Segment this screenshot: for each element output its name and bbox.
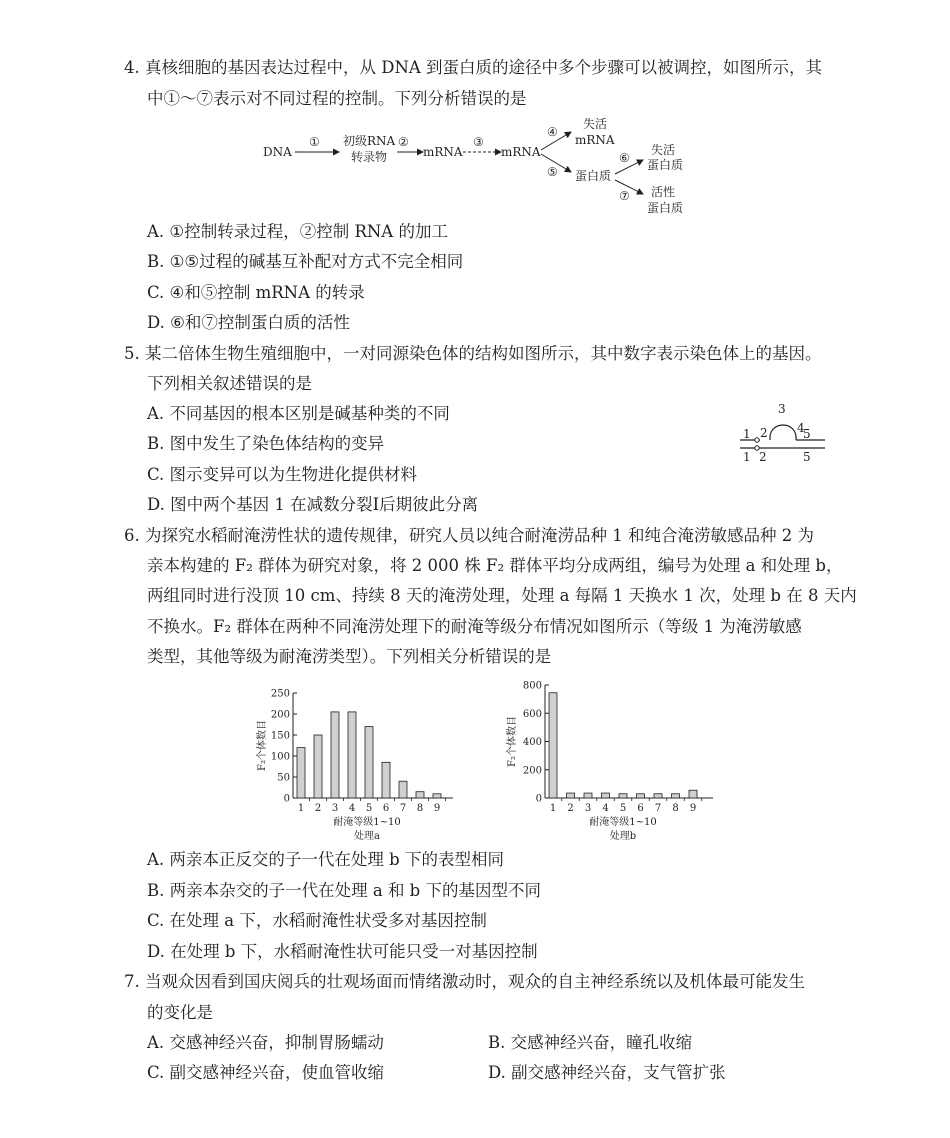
bar <box>348 712 356 798</box>
y-axis-label: F₂个体数目 <box>507 716 518 767</box>
q4-option-a: A. ①控制转录过程，②控制 RNA 的加工 <box>147 222 448 241</box>
bar <box>365 727 373 798</box>
q6-stem-line5: 类型，其他等级为耐淹涝类型）。下列相关分析错误的是 <box>147 647 552 666</box>
y-axis-label: F₂个体数目 <box>257 720 268 771</box>
x-tick-label: 8 <box>416 803 424 814</box>
bar <box>637 794 645 798</box>
x-tick-label: 5 <box>619 803 627 814</box>
bottom-gene-1: 1 <box>743 450 751 464</box>
chromosome-loop <box>770 425 796 440</box>
top-gene-2: 2 <box>760 426 768 440</box>
q4-stem-line1: 4. 真核细胞的基因表达过程中，从 DNA 到蛋白质的途径中多个步骤可以被调控，如图所示，其 <box>124 58 823 77</box>
x-tick-label: 7 <box>654 803 662 814</box>
bottom-gene-5: 5 <box>803 450 811 464</box>
bar <box>399 781 407 798</box>
primary-transcript-label: 转录物 <box>351 150 388 164</box>
y-tick-label: 200 <box>270 709 290 721</box>
bottom-gene-2: 2 <box>759 450 767 464</box>
x-tick-label: 6 <box>637 803 644 814</box>
x-tick-label: 2 <box>567 803 574 814</box>
y-tick-label: 200 <box>522 765 542 777</box>
inactive-protein-label-1: 失活 <box>651 143 676 157</box>
q4-option-d: D. ⑥和⑦控制蛋白质的活性 <box>147 313 350 332</box>
top-gene-3: 3 <box>778 402 786 416</box>
x-tick-label: 3 <box>584 803 592 814</box>
x-tick-label: 5 <box>365 803 373 814</box>
q6-stem-line4: 不换水。F₂ 群体在两种不同淹涝处理下的耐淹等级分布情况如图所示（等级 1 为淹涝敏感 <box>147 617 802 636</box>
x-tick-label: 1 <box>297 803 305 814</box>
y-tick-label: 0 <box>283 793 290 805</box>
y-tick-label: 100 <box>270 751 290 763</box>
q5-stem-line1: 5. 某二倍体生物生殖细胞中，一对同源染色体的结构如图所示，其中数字表示染色体上的基因。 <box>124 344 822 363</box>
q7-option-a: A. 交感神经兴奋，抑制胃肠蠕动 <box>147 1033 384 1052</box>
chart-caption: 处理a <box>354 831 380 842</box>
y-tick-label: 400 <box>522 737 542 748</box>
control-7: ⑦ <box>619 189 630 203</box>
x-axis-label: 耐淹等级1~10 <box>589 817 657 828</box>
inactive-protein-label-2: 蛋白质 <box>647 158 684 172</box>
x-tick-label: 4 <box>602 803 609 814</box>
x-tick-label: 3 <box>331 803 339 814</box>
chart-treatment-b <box>505 678 720 842</box>
q5-option-c: C. 图示变异可以为生物进化提供材料 <box>147 465 418 484</box>
bar <box>549 693 557 798</box>
q6-option-d: D. 在处理 b 下，水稻耐淹性状可能只受一对基因控制 <box>147 942 538 961</box>
x-tick-label: 2 <box>314 803 322 814</box>
control-3: ③ <box>473 135 484 149</box>
bar <box>602 793 610 798</box>
inactive-mrna-label-1: 失活 <box>583 117 608 131</box>
x-tick-label: 7 <box>399 803 407 814</box>
bar <box>382 762 390 798</box>
top-gene-4: 4 <box>797 421 805 435</box>
q7-option-d: D. 副交感神经兴奋，支气管扩张 <box>488 1063 726 1082</box>
dna-label: DNA <box>263 145 292 159</box>
bar <box>331 712 339 798</box>
x-tick-label: 8 <box>672 803 679 814</box>
control-2: ② <box>398 135 409 149</box>
q7-option-b: B. 交感神经兴奋，瞳孔收缩 <box>488 1033 693 1052</box>
top-gene-1: 1 <box>743 427 751 441</box>
control-5: ⑤ <box>547 165 558 179</box>
x-axis-label: 耐淹等级1~10 <box>333 817 401 828</box>
protein-label: 蛋白质 <box>575 169 612 183</box>
x-tick-label: 9 <box>689 803 697 814</box>
q7-stem-line1: 7. 当观众因看到国庆阅兵的壮观场面而情绪激动时，观众的自主神经系统以及机体最可能发生 <box>124 972 805 991</box>
bar <box>654 794 662 798</box>
q4-stem-line2: 中①～⑦表示对不同过程的控制。下列分析错误的是 <box>147 89 527 108</box>
bar <box>689 790 697 798</box>
inactive-mrna-label-2: mRNA <box>575 133 615 147</box>
bar <box>433 794 441 798</box>
q6-option-b: B. 两亲本杂交的子一代在处理 a 和 b 下的基因型不同 <box>147 881 541 900</box>
control-1: ① <box>309 135 320 149</box>
chart-treatment-a <box>255 682 455 842</box>
active-protein-label-2: 蛋白质 <box>647 201 684 215</box>
y-tick-label: 600 <box>522 708 542 720</box>
y-tick-label: 0 <box>535 793 542 805</box>
primary-rna-label: 初级RNA <box>343 134 396 148</box>
y-tick-label: 800 <box>522 680 542 692</box>
bar <box>619 794 627 798</box>
bar <box>314 735 322 798</box>
control-6: ⑥ <box>619 151 630 165</box>
y-tick-label: 150 <box>270 730 290 742</box>
top-gene-5: 5 <box>803 427 811 441</box>
bar <box>297 748 305 798</box>
q5-option-b: B. 图中发生了染色体结构的变异 <box>147 434 385 453</box>
top-centromere <box>755 438 759 442</box>
q6-option-a: A. 两亲本正反交的子一代在处理 b 下的表型相同 <box>147 850 504 869</box>
q6-stem-line3: 两组同时进行没顶 10 cm、持续 8 天的淹涝处理，处理 a 每隔 1 天换水 1 次，处理 b 在 8 天内 <box>147 586 857 605</box>
bar <box>672 794 680 798</box>
q4-gene-expression-diagram <box>255 112 725 220</box>
q6-stem-line1: 6. 为探究水稻耐淹涝性状的遗传规律，研究人员以纯合耐淹涝品种 1 和纯合淹涝敏感品种 2 为 <box>124 526 814 545</box>
q7-option-c: C. 副交感神经兴奋，使血管收缩 <box>147 1063 385 1082</box>
mrna-label-2: mRNA <box>501 145 541 159</box>
q4-option-b: B. ①⑤过程的碱基互补配对方式不完全相同 <box>147 252 464 271</box>
q5-stem-line2: 下列相关叙述错误的是 <box>147 374 312 393</box>
x-tick-label: 1 <box>549 803 557 814</box>
q5-option-d: D. 图中两个基因 1 在减数分裂Ⅰ后期彼此分离 <box>147 495 479 514</box>
q5-chromosome-diagram <box>735 400 830 466</box>
control-4: ④ <box>547 125 558 139</box>
q5-option-a: A. 不同基因的根本区别是碱基种类的不同 <box>147 404 450 423</box>
x-tick-label: 6 <box>382 803 390 814</box>
q6-option-c: C. 在处理 a 下，水稻耐淹性状受多对基因控制 <box>147 911 487 930</box>
bar <box>567 793 575 798</box>
x-tick-label: 4 <box>348 803 356 814</box>
q7-stem-line2: 的变化是 <box>147 1003 213 1022</box>
active-protein-label-1: 活性 <box>651 185 676 199</box>
mrna-label-1: mRNA <box>423 145 463 159</box>
bar <box>584 793 592 798</box>
y-tick-label: 250 <box>270 688 290 700</box>
y-tick-label: 50 <box>277 772 290 784</box>
q6-stem-line2: 亲本构建的 F₂ 群体为研究对象，将 2 000 株 F₂ 群体平均分成两组，编号为处理 a 和处理 b， <box>147 556 843 575</box>
x-tick-label: 9 <box>433 803 441 814</box>
bar <box>416 792 424 798</box>
q4-option-c: C. ④和⑤控制 mRNA 的转录 <box>147 283 365 302</box>
chart-caption: 处理b <box>609 831 637 842</box>
